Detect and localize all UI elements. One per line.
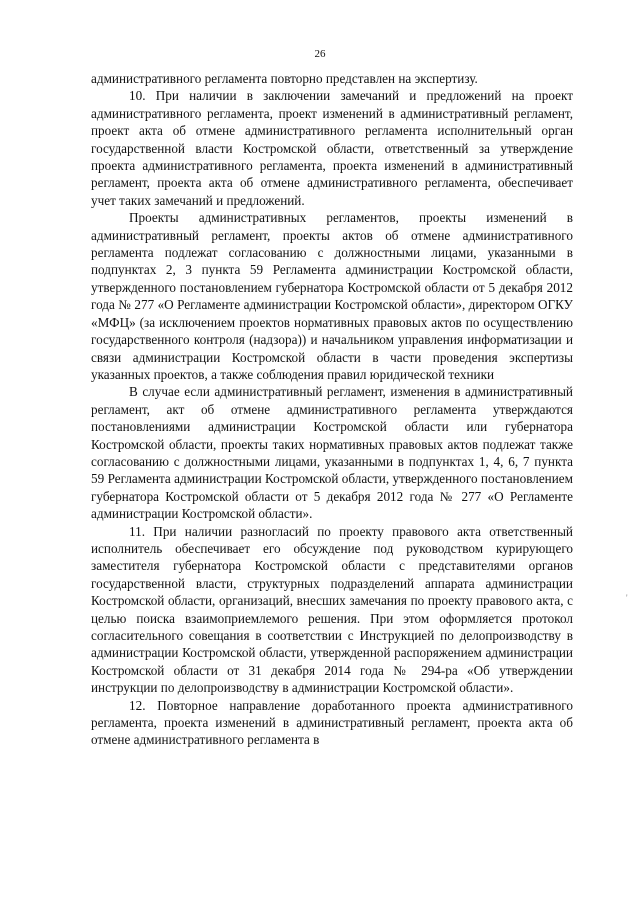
paragraph-additional-approval: В случае если административный регламент, изменения в административный регламент, акт об отмене административного регламента утверждаются постановлениями администрации Костромской области или губернатора Костромской области, проекты таких нормативных правовых актов подлежат также согласованию с должностными лицами, указанными в подпунктах 1, 4, 6, 7 пункта 59 Регламента администрации Костромской области, утвержденного постановлением губернатора Костромской области от 5 декабря 2012 года № 277 «О Регламенте администрации Костромской области». (91, 384, 573, 522)
paragraph-approval-requirements: Проекты административных регламентов, проекты изменений в административный регламент, проекты актов об отмене административного регламента подлежат согласованию с должностными лицами, указанными в подпунктах 2, 3 пункта 59 Регламента администрации Костромской области, утвержденного постановлением губернатора Костромской области от 5 декабря 2012 года № 277 «О Регламенте администрации Костромской области», директором ОГКУ «МФЦ» (за исключением проектов нормативных правовых актов по осуществлению государственного контроля (надзора)) и начальником управления информатизации и связи администрации Костромской области в части проведения экспертизы указанных проектов, а также соблюдения правил юридической техники (91, 210, 573, 382)
document-body (91, 70, 573, 749)
paragraph-item-10: 10. При наличии в заключении замечаний и предложений на проект административного регламента, проект изменений в административный регламент, проект акта об отмене административного регламента исполнительный орган государственной власти Костромской области, ответственный за утверждение проекта административного регламента, проекта изменений в административный регламент, проекта акта об отмене административного регламента, обеспечивает учет таких замечаний и предложений. (91, 88, 573, 208)
paragraph-item-11: 11. При наличии разногласий по проекту правового акта ответственный исполнитель обеспечивает его обсуждение под руководством курирующего заместителя губернатора Костромской области с представителями органов государственной власти, структурных подразделений аппарата администрации Костромской области, организаций, внесших замечания по проекту правового акта, с целью поиска взаимоприемлемого решения. При этом оформляется протокол согласительного совещания в соответствии с Инструкцией по делопроизводству в администрации Костромской области, утвержденной распоряжением администрации Костромской области от 31 декабря 2014 года № 294-ра «Об утверждении инструкции по делопроизводству в администрации Костромской области». (91, 523, 573, 696)
page-number: 26 (314, 48, 326, 60)
paragraph-item-12: 12. Повторное направление доработанного проекта административного регламента, проекта изменений в административный регламент, проекта акта об отмене административного регламента в (91, 697, 573, 748)
margin-mark: ' (626, 593, 628, 603)
paragraph-continuation: административного регламента повторно представлен на экспертизу. (91, 71, 478, 86)
